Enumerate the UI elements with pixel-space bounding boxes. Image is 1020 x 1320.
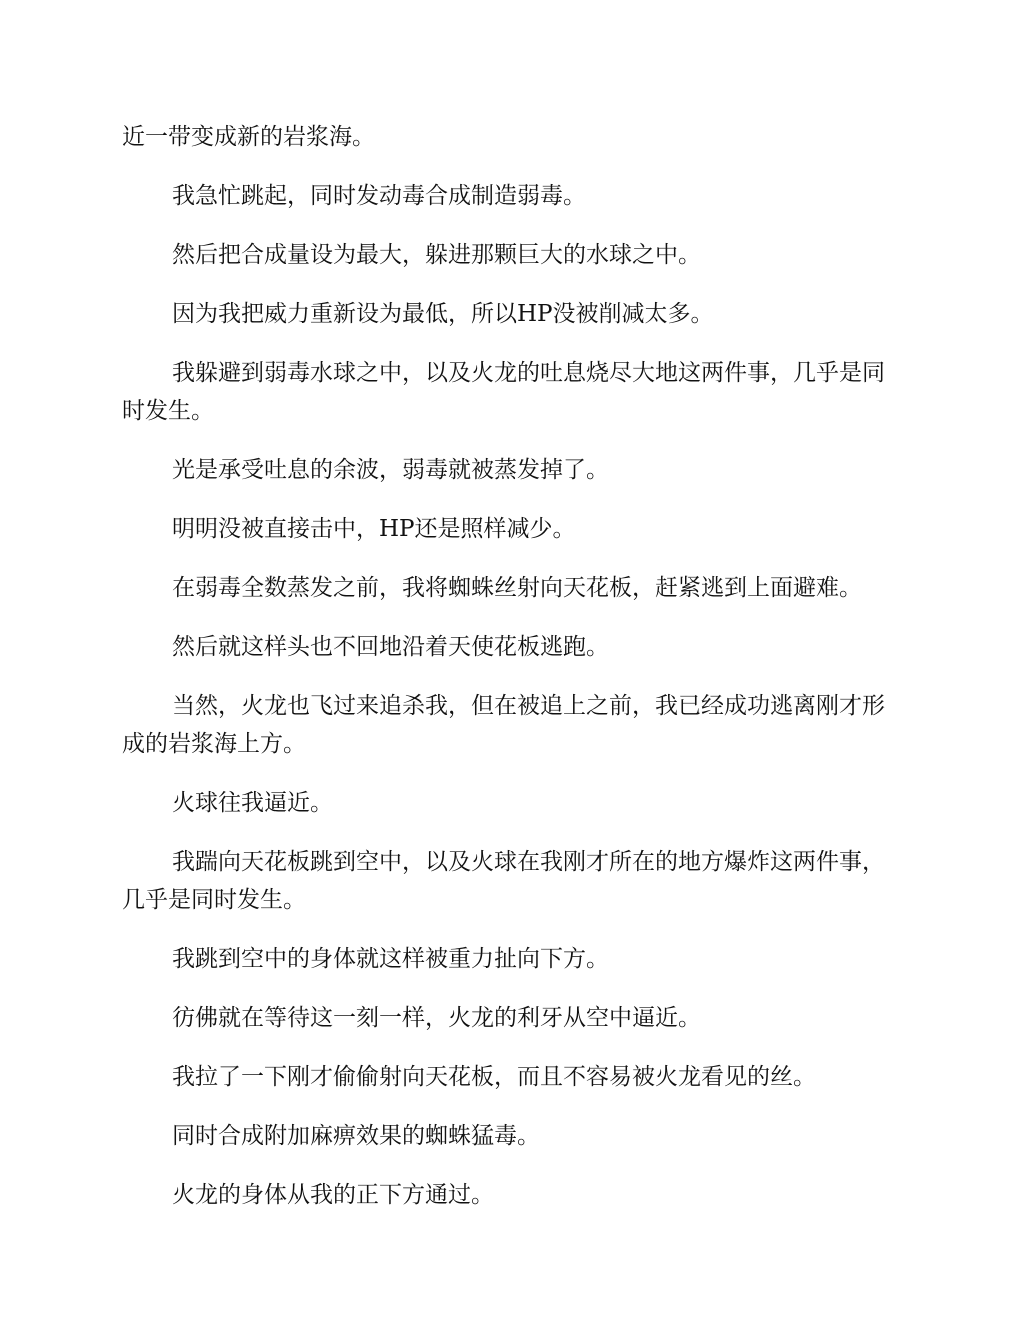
paragraph: 我急忙跳起，同时发动毒合成制造弱毒。 <box>172 183 586 209</box>
paragraph: 我拉了一下刚才偷偷射向天花板，而且不容易被火龙看见的丝。 <box>172 1064 816 1090</box>
body-text <box>122 118 902 1235</box>
paragraph: 我躲避到弱毒水球之中，以及火龙的吐息烧尽大地这两件事，几乎是同时发生。 <box>122 360 885 424</box>
paragraph: 火球往我逼近。 <box>172 790 333 816</box>
paragraph: 光是承受吐息的余波，弱毒就被蒸发掉了。 <box>172 457 609 483</box>
paragraph: 明明没被直接击中，HP还是照样减少。 <box>172 516 576 542</box>
paragraph: 火龙的身体从我的正下方通过。 <box>172 1182 494 1208</box>
paragraph: 近一带变成新的岩浆海。 <box>122 124 375 150</box>
paragraph: 因为我把威力重新设为最低，所以HP没被削减太多。 <box>172 301 714 327</box>
paragraph: 彷佛就在等待这一刻一样，火龙的利牙从空中逼近。 <box>172 1005 701 1031</box>
paragraph: 然后把合成量设为最大，躲进那颗巨大的水球之中。 <box>172 242 701 268</box>
paragraph: 当然，火龙也飞过来追杀我，但在被追上之前，我已经成功逃离刚才形成的岩浆海上方。 <box>122 693 885 757</box>
paragraph: 同时合成附加麻痹效果的蜘蛛猛毒。 <box>172 1123 540 1149</box>
paragraph: 我跳到空中的身体就这样被重力扯向下方。 <box>172 946 609 972</box>
paragraph: 然后就这样头也不回地沿着天使花板逃跑。 <box>172 634 609 660</box>
paragraph: 我踹向天花板跳到空中，以及火球在我刚才所在的地方爆炸这两件事，几乎是同时发生。 <box>122 849 885 913</box>
paragraph: 在弱毒全数蒸发之前，我将蜘蛛丝射向天花板，赶紧逃到上面避难。 <box>172 575 862 601</box>
